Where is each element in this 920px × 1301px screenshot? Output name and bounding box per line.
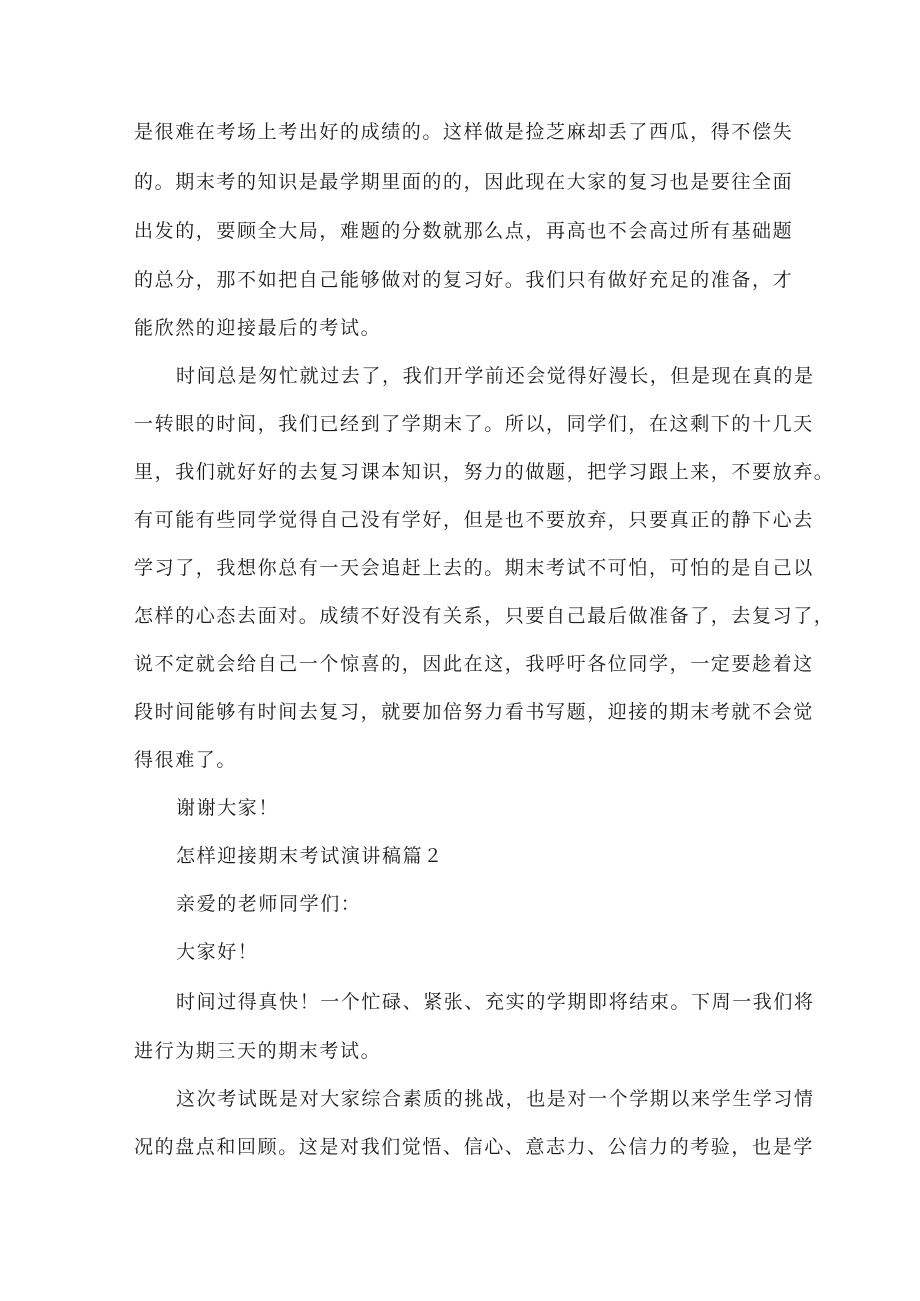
greeting: 大家好！ (176, 941, 259, 963)
text-line: 有可能有些同学觉得自己没有学好，但是也不要放弃，只要真正的静下心去 (134, 509, 814, 531)
text-line: 里，我们就好好的去复习课本知识，努力的做题，把学习跟上来，不要放弃。 (134, 461, 835, 483)
text-line: 能欣然的迎接最后的考试。 (134, 317, 382, 339)
text-line: 说不定就会给自己一个惊喜的，因此在这，我呼吁各位同学，一定要趁着这 (134, 653, 814, 675)
text-line: 段时间能够有时间去复习，就要加倍努力看书写题，迎接的期末考就不会觉 (134, 701, 814, 723)
text-line: 出发的，要顾全大局，难题的分数就那么点，再高也不会高过所有基础题 (134, 220, 794, 242)
text-line: 学习了，我想你总有一天会追赶上去的。期末考试不可怕，可怕的是自己以 (134, 557, 814, 579)
text-line: 进行为期三天的期末考试。 (134, 1040, 382, 1062)
text-line: 的。期末考的知识是最学期里面的的，因此现在大家的复习也是要往全面 (134, 171, 794, 193)
thanks-line: 谢谢大家！ (176, 797, 280, 819)
salutation: 亲爱的老师同学们： (176, 893, 362, 915)
text-line: 是很难在考场上考出好的成绩的。这样做是捡芝麻却丢了西瓜，得不偿失 (134, 121, 794, 143)
text-line: 时间过得真快！一个忙碌、紧张、充实的学期即将结束。下周一我们将 (176, 991, 815, 1013)
text-line: 时间总是匆忙就过去了，我们开学前还会觉得好漫长，但是现在真的是 (176, 365, 815, 387)
text-line: 得很难了。 (134, 749, 238, 771)
section-title: 怎样迎接期末考试演讲稿篇２ (176, 845, 444, 867)
text-line: 一转眼的时间，我们已经到了学期末了。所以，同学们，在这剩下的十几天 (134, 413, 814, 435)
text-line: 这次考试既是对大家综合素质的挑战，也是对一个学期以来学生学习情 (176, 1088, 815, 1110)
text-line: 怎样的心态去面对。成绩不好没有关系，只要自己最后做准备了，去复习了， (134, 605, 835, 627)
text-line: 的总分，那不如把自己能够做对的复习好。我们只有做好充足的准备，才 (134, 269, 794, 291)
text-line: 况的盘点和回顾。这是对我们觉悟、信心、意志力、公信力的考验，也是学 (134, 1136, 814, 1158)
